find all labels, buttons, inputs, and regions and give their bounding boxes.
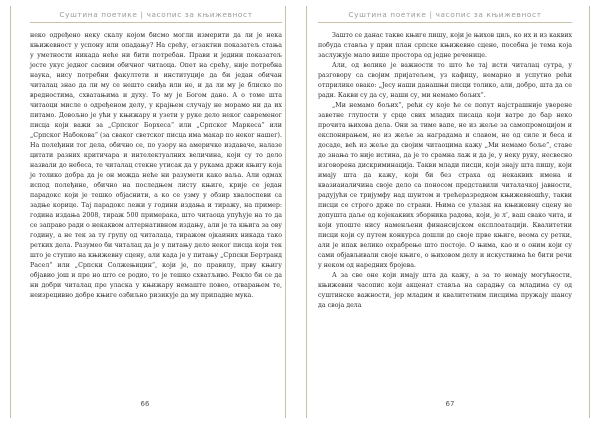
left-page-number: 66 xyxy=(140,400,150,408)
left-paragraph-1: неко одређено неку скалу којом бисмо могли измерити да ли је нека књижевност у успону или опадању? На срећу, егзактни показатељ стања у уметности никада неће ни бити потребан. Прави и једини показатељ јесте укус једног сасвим обичног читаоца. Опет на срећу, није потребна наука, нису потребни факултети и институције да би један обичан читалац знао да ли му се нешто свиђа или не, и да ли му је блиско по вредностима, схватањима и духу. То му је Богом дано. А о томе шта читаоци мисле о одређеном делу, у крајњем случају не морамо ни да их питамо. Довољно је ући у књижару и узети у руке дело неког савременог писца који важи за „Српског Борхеса“ или „Српског Маркеса“ или „Српског Набокова“ (за сваког светског писца има макар по неког нашег). На полеђини тог дела, обично се, по узору на америчке издаваче, налазе цитати разних критичара и интелектуалних величина, који су то дело назвали до небеса, те читалац стекне утисак да у рукама држи књигу која је толико добра да је он можда неће ни разумети како ваља. Али одмах испод полеђине, обично на последњем листу књиге, крије се један парадокс који је тешко објаснити, а ко се узму у обзир хвалоспеви са задње корице. Тај парадокс лежи у години издања и тиражу, на пример: година издања 2008, тираж 500 примерака, што читаоца упућује на то да се заправо ради о некаквом алтернативном издању, али је та књига за ову годину, а не тек за ту групу од читалаца, тиражом ојкаиних никада тако ретких дела. Разумео би читалац да је у питању дело неког писца који тек што је ступио на књижевну сцену, али када је у питању „Српски Бертранд Расел“ или „Српски Солжењицин“, који је, по правилу, прву књигу објавио још и пре но што се родио, то је тешко схватљиво. Рекло би се да ни добри читалац пре уласка у књижару немаште повео, отварањем те, неизрецивно добре књиге озбиљно ризикује да му припадне мука. xyxy=(30,32,282,299)
right-paragraph-1: Зашто се данас такве књиге пишу, који је њихов циљ, ко их и из каквих побуда ставља у први план српске књижевне сцене, посебна је тема која заслужује мало више простора од једне реченице. xyxy=(318,32,573,59)
left-page xyxy=(0,0,290,426)
right-page-number: 67 xyxy=(445,400,455,408)
right-running-head: Суштина поетике | часопис за књижевност xyxy=(318,0,572,23)
right-body-text xyxy=(318,31,572,311)
right-paragraph-2: Али, од велике је важности то што ће тај исти читалац сутра, у разговору са својим пријатељем, уз кафицу, немарно и успутно рећи отприлике овако: „Јесу наши данашњи писци толико, али, добро, шта да се ради. Какви су да су, наши су, ми немамо бољих“. xyxy=(318,62,572,99)
right-paragraph-4: А за све оне који имају шта да кажу, а за то немају могућности, књижевни часопис који акценат ставља на сарадњу са младима су од суштинске важности, јер младим и квалитетним писцима пружају шансу да своја дела xyxy=(318,272,572,309)
right-page xyxy=(300,0,600,426)
left-running-head: Суштина поетике | часопис за књижевност xyxy=(30,0,282,23)
left-body-text xyxy=(30,31,282,301)
right-paragraph-3: „Ми немамо бољих“, рећи су које ће се попут најстрашније уверене заветне глупости у срце свих младих писаца који ватре до бар неко прочита њихова дела. Они за тиме вапе, не из жеље за самопромоцијом и експонирањем, не из жеље за наградама и славом, не од силе и беса и досаде, већ из жеље да својим читаоцима кажу „Ми немамо боље“, ставе до знања то није истина, да је то срамна лаж и да је, у неку руку, несвесно изговорена дискриминација. Такви млади писци, који знају шта пишу, који имају шта да кажу, који би без страха од некаквих имена и квазиаиаличина своје дело са поносом представили читалачкој јавности, радујући се тријумфу над шунтом и трећеразредном књижевношћу, такви писци се строго држе по страни. Њима се улазак на књижевну сцену не допушта даље од којекаквих зборника радова, који, је л’, ваш свако чита, и који упоште нису наменљени финансијском експлоатацији. Квалитетни писци који су путем конкурса дошли до своје прве књиге, веома су ретки, али је ипак велико охрабрење што постоје. О њима, као и о оним који су сами објављивали своје књиге, о њиховом делу и искуствима ће бити речи у неком од наредних бројева. xyxy=(318,102,572,269)
